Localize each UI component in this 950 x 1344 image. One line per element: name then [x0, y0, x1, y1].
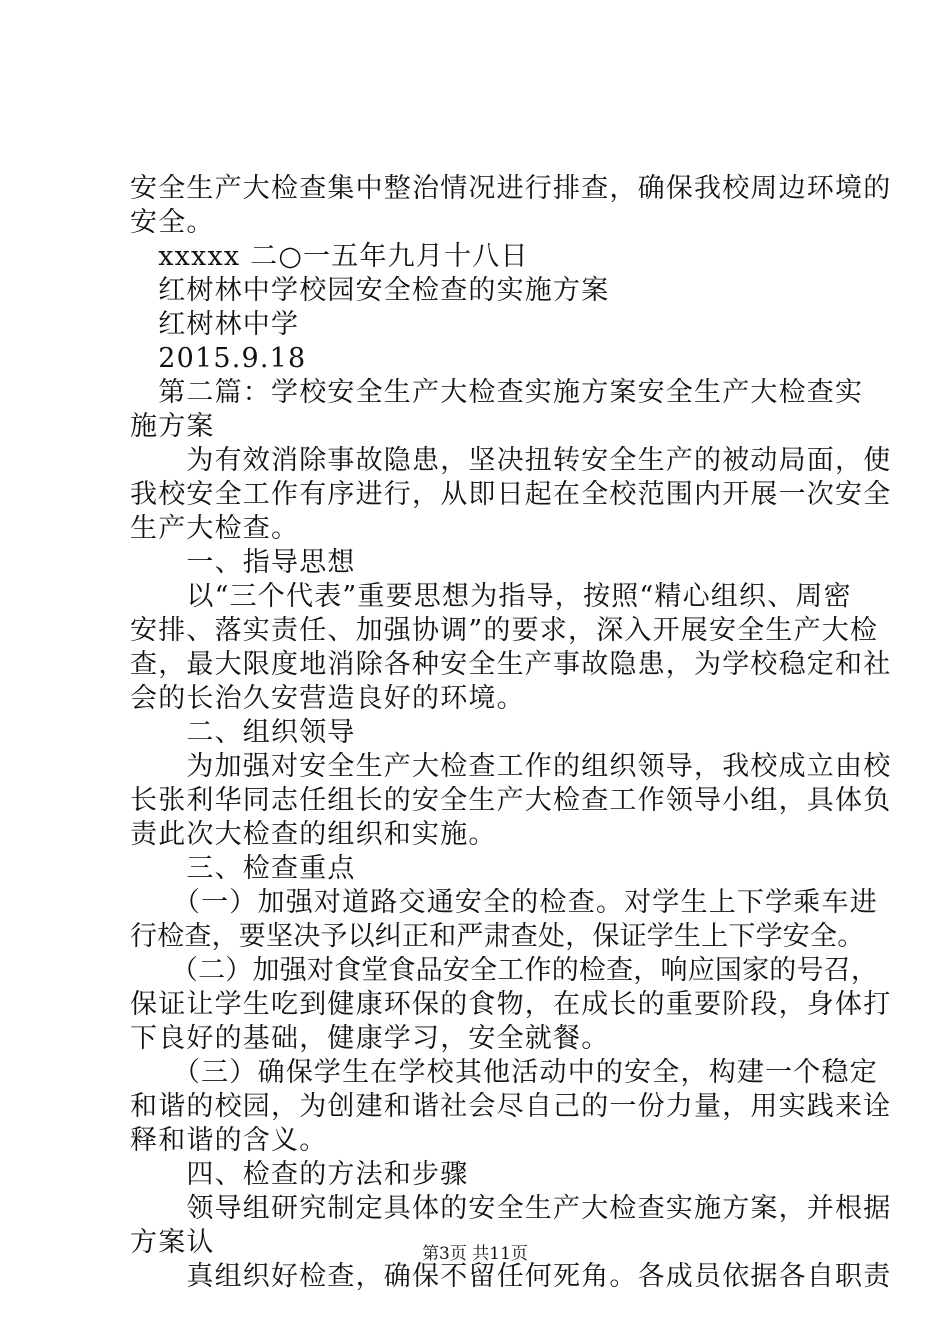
text-line: 生产大检查。	[130, 513, 300, 544]
text-line: 真组织好检查，确保不留任何死角。各成员依据各自职责	[130, 1261, 892, 1292]
text-line: 以“三个代表”重要思想为指导，按照“精心组织、周密	[130, 581, 852, 612]
text-line: 领导组研究制定具体的安全生产大检查实施方案，并根据	[130, 1193, 892, 1224]
page-number-footer: 第3页 共11页	[422, 1244, 528, 1264]
document-body	[130, 172, 892, 1294]
text-line: 释和谐的含义。	[130, 1125, 328, 1156]
text-line: 安排、落实责任、加强协调”的要求，深入开展安全生产大检	[130, 615, 879, 646]
text-line: 会的长治久安营造良好的环境。	[130, 683, 525, 714]
text-line: 下良好的基础，健康学习，安全就餐。	[130, 1023, 610, 1054]
section-title: 第二篇：学校安全生产大检查实施方案安全生产大检查实	[130, 377, 864, 408]
section-heading: 二、组织领导	[130, 717, 356, 748]
signature-line: xxxxx 二○一五年九月十八日	[130, 241, 529, 272]
text-line: 长张利华同志任组长的安全生产大检查工作领导小组，具体负	[130, 785, 892, 816]
date-line: 2015.9.18	[130, 343, 307, 374]
text-line: 施方案	[130, 411, 215, 442]
section-heading: 一、指导思想	[130, 547, 356, 578]
school-name: 红树林中学	[130, 309, 300, 340]
text-line: 行检查，要坚决予以纠正和严肃查处，保证学生上下学安全。	[130, 921, 865, 952]
text-line: （一）加强对道路交通安全的检查。对学生上下学乘车进	[130, 887, 878, 918]
text-line: 我校安全工作有序进行，从即日起在全校范围内开展一次安全	[130, 479, 892, 510]
section-heading: 三、检查重点	[130, 853, 356, 884]
text-line: 安全生产大检查集中整治情况进行排查，确保我校周边环境的	[130, 173, 892, 204]
text-line: 方案认	[130, 1227, 215, 1258]
text-line: 责此次大检查的组织和实施。	[130, 819, 497, 850]
section-heading: 四、检查的方法和步骤	[130, 1159, 469, 1190]
text-line: （二）加强对食堂食品安全工作的检查，响应国家的号召，	[130, 955, 879, 986]
text-line: 查，最大限度地消除各种安全生产事故隐患，为学校稳定和社	[130, 649, 892, 680]
text-line: 和谐的校园，为创建和谐社会尽自己的一份力量，用实践来诠	[130, 1091, 892, 1122]
text-line: 保证让学生吃到健康环保的食物，在成长的重要阶段，身体打	[130, 989, 892, 1020]
text-line: 为有效消除事故隐患，坚决扭转安全生产的被动局面，使	[130, 445, 892, 476]
text-line: 为加强对安全生产大检查工作的组织领导，我校成立由校	[130, 751, 892, 782]
text-line: 安全。	[130, 207, 215, 238]
document-title: 红树林中学校园安全检查的实施方案	[130, 275, 610, 306]
text-line: （三）确保学生在学校其他活动中的安全，构建一个稳定	[130, 1057, 878, 1088]
